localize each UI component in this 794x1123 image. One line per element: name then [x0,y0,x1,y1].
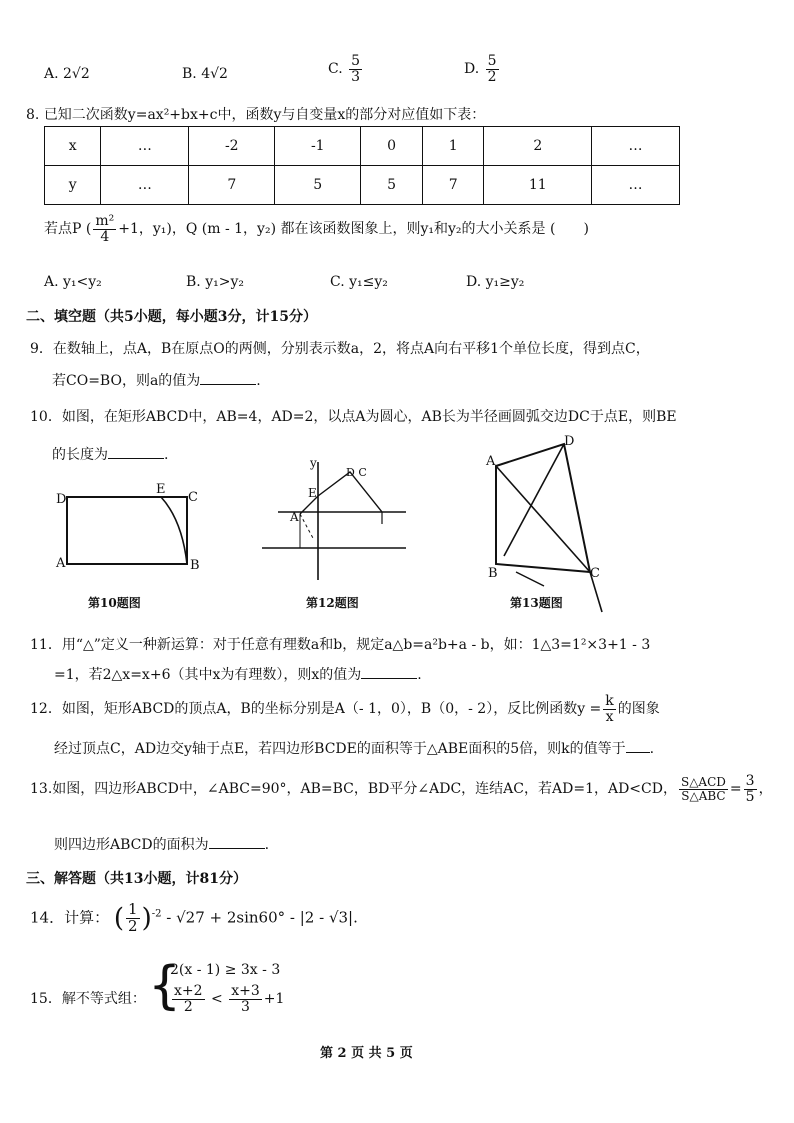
q8-option-c: C. y₁≤y₂ [330,274,388,290]
table-cell: y [45,166,101,205]
table-cell: x [45,127,101,166]
table-cell: … [592,166,680,205]
q15-inequality-1: 2(x - 1) ≥ 3x - 3 [170,962,281,978]
q8-value-table [44,126,680,205]
q13-answer-blank[interactable] [209,836,265,849]
table-row-y [45,166,680,205]
q13-line1: 13.如图，四边形ABCD中，∠ABC=90°，AB=BC，BD平分∠ADC，连结AC，若AD=1，AD<CD， $\frac{\text{S△ACD}}{\text{S△ABC}}$ = $\frac{3}{5}$ ， [30,773,773,805]
fig10-arc [161,497,187,564]
fig12-label-a: A [290,510,299,524]
fig10-label-b: B [190,558,200,573]
table-cell: 11 [484,166,592,205]
fig13-label-d: D [564,434,575,449]
q8-stem: 8. 已知二次函数y=ax²+bx+c中，函数y与自变量x的部分对应值如下表： [26,107,486,123]
fig12-dash [300,514,314,540]
page-footer: 第 2 页 共 5 页 [320,1046,413,1061]
section-2-title: 二、填空题（共5小题，每小题3分，计15分） [26,309,317,325]
fig13-label-b: B [488,566,498,581]
fig10-caption: 第10题图 [88,596,141,610]
table-cell: 1 [422,127,484,166]
figure-10 [50,480,210,580]
q15-label: 15．解不等式组： [30,991,146,1007]
table-cell: 7 [422,166,484,205]
q8-option-b: B. y₁>y₂ [186,274,244,290]
fig12-label-e: E [308,486,317,500]
fig12-caption: 第12题图 [306,596,359,610]
figure-13 [480,436,620,616]
fig13-caption: 第13题图 [510,596,563,610]
figure-12 [258,456,418,586]
q11-line1: 11．用“△”定义一种新运算：对于任意有理数a和b，规定a△b=a²b+a - b，如：1△3=1²×3+1 - 3 [30,637,651,653]
fig10-label-e: E [156,482,166,497]
q15-brace: { [148,956,182,1016]
q9-answer-blank[interactable] [200,372,256,385]
fig13-quadrilateral [496,444,590,572]
q7-option-b: B. 4√2 [182,66,228,82]
q8-option-a: A. y₁<y₂ [44,274,102,290]
table-cell: 5 [361,166,423,205]
q9-line2: 若CO=BO，则a的值为 . [52,373,261,389]
q7-option-d: D. $\frac{5}{2}$ [464,53,497,85]
table-row-x [45,127,680,166]
table-cell: 7 [189,166,275,205]
q7-option-a: A. 2√2 [44,66,90,82]
table-cell: … [101,166,189,205]
q9-line1: 9．在数轴上，点A，B在原点O的两侧，分别表示数a，2，将点A向右平移1个单位长度，得到点C， [30,341,650,357]
table-cell: -2 [189,127,275,166]
q15-inequality-2: $\frac{x+2}{2}$ < $\frac{x+3}{3}$ +1 [174,983,285,1015]
table-cell: … [592,127,680,166]
q13-line2: 则四边形ABCD的面积为 . [54,837,270,853]
q10-answer-blank[interactable] [108,446,164,459]
q8-option-d: D. y₁≥y₂ [466,274,525,290]
fig10-label-a: A [56,556,66,571]
fig12-label-dc: D C [346,466,367,479]
table-cell: -1 [275,127,361,166]
q14: 14．计算： ( $\frac{1}{2}$ )$^{-2}$ - √27 + 2sin60° - |2 - √3|. [30,900,358,935]
fig13-label-c: C [590,566,600,581]
q10-line2: 的长度为 . [52,447,169,463]
fig10-label-d: D [56,492,67,507]
section-3-title: 三、解答题（共13小题，计81分） [26,871,247,887]
fig12-label-y: y [310,456,317,470]
q11-answer-blank[interactable] [361,666,417,679]
q10-line1: 10．如图，在矩形ABCD中，AB=4，AD=2，以点A为圆心，AB长为半径画圆弧交边DC于点E，则BE [30,409,677,425]
table-cell: 2 [484,127,592,166]
q12-line1: 12．如图，矩形ABCD的顶点A，B的坐标分别是A（- 1，0），B（0，- 2），反比例函数y = $\frac{k}{x}$ 的图象 [30,693,660,725]
fig13-label-a: A [486,454,496,469]
fig10-label-c: C [188,490,198,505]
q11-line2: =1，若2△x=x+6（其中x为有理数），则x的值为 . [54,667,422,683]
q12-answer-blank[interactable] [626,740,650,753]
fig13-mark [516,572,544,586]
q7-option-c: C. $\frac{5}{3}$ [328,53,361,85]
q12-line2: 经过顶点C，AD边交y轴于点E，若四边形BCDE的面积等于△ABE面积的5倍，则k的值等于 . [54,741,655,757]
q8-condition: 若点P ( $\frac{\text{m²}}{4}$ +1，y₁)，Q (m - 1，y₂) 都在该函数图象上，则y₁和y₂的大小关系是 ( ) [44,213,589,245]
table-cell: 5 [275,166,361,205]
table-cell: 0 [361,127,423,166]
table-cell: … [101,127,189,166]
